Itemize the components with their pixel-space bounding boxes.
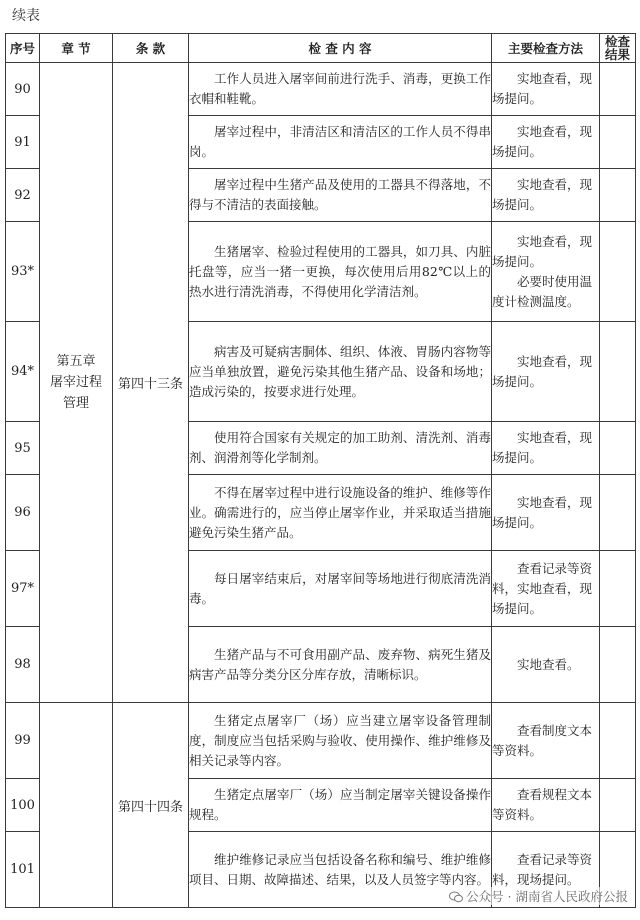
content-cell: 屠宰过程中生猪产品及使用的工器具不得落地，不得与不清洁的表面接触。	[189, 169, 492, 222]
row-number: 92	[6, 169, 40, 222]
chapter-line: 第五章	[56, 354, 96, 369]
content-cell: 每日屠宰结束后，对屠宰间等场地进行彻底清洗消毒。	[189, 551, 492, 627]
header-num: 序号	[6, 34, 40, 63]
content-cell: 屠宰过程中，非清洁区和清洁区的工作人员不得串岗。	[189, 116, 492, 169]
method-cell: 实地查看，现场提问。	[492, 116, 600, 169]
wechat-icon	[449, 891, 463, 903]
result-cell	[600, 222, 636, 322]
watermark-text: 公众号 · 湖南省人民政府公报	[466, 889, 628, 904]
header-result-line2: 结果	[604, 47, 630, 62]
content-cell: 工作人员进入屠宰间前进行洗手、消毒，更换工作衣帽和鞋靴。	[189, 63, 492, 116]
method-cell: 实地查看，现场提问。	[492, 169, 600, 222]
row-number: 96	[6, 475, 40, 551]
method-cell: 查看规程文本等资料。	[492, 779, 600, 832]
header-content: 检 查 内 容	[189, 34, 492, 63]
result-cell	[600, 475, 636, 551]
header-row	[6, 34, 636, 63]
result-cell	[600, 322, 636, 422]
row-number: 95	[6, 422, 40, 475]
method-cell: 实地查看，现场提问。	[492, 63, 600, 116]
row-number: 97*	[6, 551, 40, 627]
inspection-table	[5, 33, 636, 908]
result-cell	[600, 779, 636, 832]
content-cell: 生猪定点屠宰厂（场）应当制定屠宰关键设备操作规程。	[189, 779, 492, 832]
watermark	[447, 887, 630, 905]
method-cell: 实地查看，现场提问。 必要时使用温度计检测温度。	[492, 222, 600, 322]
result-cell	[600, 627, 636, 703]
result-cell	[600, 551, 636, 627]
row-number: 100	[6, 779, 40, 832]
method-cell: 查看记录等资料，实地查看，现场提问。	[492, 551, 600, 627]
row-number: 93*	[6, 222, 40, 322]
row-number: 90	[6, 63, 40, 116]
header-article: 条 款	[113, 34, 189, 63]
table-caption: 续表	[12, 8, 40, 24]
content-cell: 维护维修记录应当包括设备名称和编号、维护维修项目、日期、故障描述、结果，以及人员签字等内容。	[189, 832, 492, 908]
result-cell	[600, 703, 636, 779]
method-cell: 实地查看。	[492, 627, 600, 703]
method-cell: 实地查看，现场提问。	[492, 475, 600, 551]
method-cell: 实地查看，现场提问。	[492, 322, 600, 422]
result-cell	[600, 63, 636, 116]
content-cell: 病害及可疑病害胴体、组织、体液、胃肠内容物等应当单独放置，避免污染其他生猪产品、设备和场地；造成污染的，按要求进行处理。	[189, 322, 492, 422]
chapter-line: 管理	[62, 396, 89, 411]
content-cell: 生猪屠宰、检验过程使用的工器具，如刀具、内脏托盘等，应当一猪一更换，每次使用后用82℃以上的热水进行清洗消毒，不得使用化学清洁剂。	[189, 222, 492, 322]
content-cell: 生猪定点屠宰厂（场）应当建立屠宰设备管理制度，制度应当包括采购与验收、使用操作、维护维修及相关记录等内容。	[189, 703, 492, 779]
table-row	[6, 63, 636, 116]
chapter-cell-continued	[40, 703, 113, 908]
method-cell: 查看记录等资料，现场提问。	[492, 832, 600, 908]
row-number: 99	[6, 703, 40, 779]
content-cell: 生猪产品与不可食用副产品、废弃物、病死生猪及病害产品等分类分区分库存放，清晰标识。	[189, 627, 492, 703]
result-cell	[600, 169, 636, 222]
header-result-line1: 检查	[604, 34, 630, 49]
article-cell: 第四十三条	[113, 63, 189, 703]
row-number: 94*	[6, 322, 40, 422]
chapter-cell	[40, 63, 113, 703]
header-method: 主要检查方法	[492, 34, 600, 63]
content-cell: 使用符合国家有关规定的加工助剂、清洗剂、消毒剂、润滑剂等化学制剂。	[189, 422, 492, 475]
method-cell: 查看制度文本等资料。	[492, 703, 600, 779]
row-number: 98	[6, 627, 40, 703]
article-cell: 第四十四条	[113, 703, 189, 908]
method-cell: 实地查看，现场提问。	[492, 422, 600, 475]
header-chapter: 章 节	[40, 34, 113, 63]
result-cell	[600, 422, 636, 475]
row-number: 91	[6, 116, 40, 169]
result-cell	[600, 116, 636, 169]
content-cell: 不得在屠宰过程中进行设施设备的维护、维修等作业。确需进行的，应当停止屠宰作业，并采取适当措施避免污染生猪产品。	[189, 475, 492, 551]
row-number: 101	[6, 832, 40, 908]
header-result	[600, 34, 636, 63]
table-row	[6, 703, 636, 779]
chapter-line: 屠宰过程	[49, 375, 102, 390]
